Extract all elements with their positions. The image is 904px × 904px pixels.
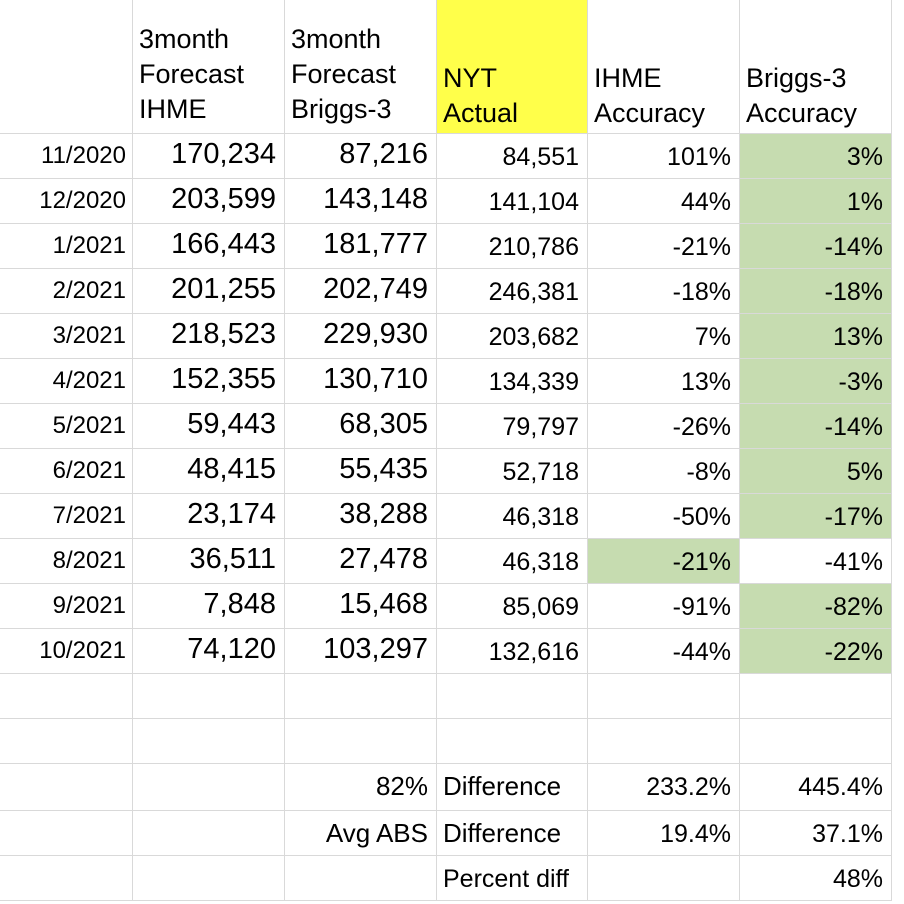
ihme-forecast-cell[interactable]: 48,415 (133, 449, 285, 494)
summary-percent-diff-row (0, 856, 892, 901)
briggs-accuracy-cell[interactable]: 5% (740, 449, 892, 494)
ihme-accuracy-cell[interactable]: 7% (588, 314, 740, 359)
header-line: 3month (139, 24, 230, 54)
nyt-actual-cell[interactable]: 79,797 (437, 404, 588, 449)
header-line: Forecast (291, 59, 397, 89)
summary-briggs-cell[interactable]: 48% (740, 856, 892, 901)
header-briggs-accuracy[interactable] (740, 0, 892, 134)
table-row (0, 404, 892, 449)
date-cell[interactable]: 4/2021 (0, 359, 133, 404)
empty-cell[interactable] (437, 719, 588, 764)
header-line: IHME (139, 94, 207, 124)
nyt-actual-cell[interactable]: 85,069 (437, 584, 588, 629)
briggs-forecast-cell[interactable]: 55,435 (285, 449, 437, 494)
table-row (0, 224, 892, 269)
ihme-forecast-cell[interactable]: 203,599 (133, 179, 285, 224)
table-row (0, 269, 892, 314)
header-nyt-actual[interactable] (437, 0, 588, 134)
ihme-accuracy-cell[interactable]: -91% (588, 584, 740, 629)
ihme-forecast-cell[interactable]: 23,174 (133, 494, 285, 539)
nyt-actual-cell[interactable]: 52,718 (437, 449, 588, 494)
ihme-accuracy-cell[interactable]: -44% (588, 629, 740, 674)
date-cell[interactable]: 3/2021 (0, 314, 133, 359)
ihme-accuracy-cell[interactable]: 13% (588, 359, 740, 404)
ihme-accuracy-cell[interactable]: 101% (588, 134, 740, 179)
empty-cell[interactable] (133, 674, 285, 719)
ihme-forecast-cell[interactable]: 7,848 (133, 584, 285, 629)
nyt-actual-cell[interactable]: 46,318 (437, 494, 588, 539)
empty-cell[interactable] (588, 674, 740, 719)
briggs-accuracy-cell[interactable]: 13% (740, 314, 892, 359)
table-row (0, 584, 892, 629)
date-cell[interactable]: 11/2020 (0, 134, 133, 179)
header-line: Accuracy (746, 98, 858, 128)
table-row (0, 629, 892, 674)
header-line: Accuracy (594, 98, 706, 128)
date-cell[interactable]: 12/2020 (0, 179, 133, 224)
empty-cell[interactable] (133, 811, 285, 856)
briggs-accuracy-cell[interactable]: -22% (740, 629, 892, 674)
empty-cell[interactable] (588, 719, 740, 764)
empty-cell[interactable] (0, 764, 133, 811)
briggs-forecast-cell[interactable]: 130,710 (285, 359, 437, 404)
summary-pct-cell[interactable]: 82% (285, 764, 437, 811)
summary-label-cell[interactable]: Difference (437, 811, 588, 856)
summary-label-left-cell[interactable]: Avg ABS (285, 811, 437, 856)
header-line: 3month (291, 24, 382, 54)
ihme-forecast-cell[interactable]: 36,511 (133, 539, 285, 584)
nyt-actual-cell[interactable]: 210,786 (437, 224, 588, 269)
briggs-forecast-cell[interactable]: 202,749 (285, 269, 437, 314)
date-cell[interactable]: 5/2021 (0, 404, 133, 449)
ihme-forecast-cell[interactable]: 74,120 (133, 629, 285, 674)
ihme-accuracy-cell[interactable]: -26% (588, 404, 740, 449)
summary-avg-abs-row (0, 811, 892, 856)
briggs-accuracy-cell[interactable]: -18% (740, 269, 892, 314)
briggs-accuracy-cell[interactable]: -14% (740, 404, 892, 449)
briggs-forecast-cell[interactable]: 15,468 (285, 584, 437, 629)
briggs-accuracy-cell[interactable]: 3% (740, 134, 892, 179)
briggs-forecast-cell[interactable]: 229,930 (285, 314, 437, 359)
empty-cell[interactable] (133, 764, 285, 811)
ihme-forecast-cell[interactable]: 170,234 (133, 134, 285, 179)
ihme-accuracy-cell[interactable]: -21% (588, 539, 740, 584)
briggs-accuracy-cell[interactable]: -14% (740, 224, 892, 269)
empty-cell[interactable] (740, 674, 892, 719)
summary-briggs-cell[interactable]: 445.4% (740, 764, 892, 811)
empty-cell[interactable] (0, 719, 133, 764)
ihme-accuracy-cell[interactable]: 44% (588, 179, 740, 224)
summary-briggs-cell[interactable]: 37.1% (740, 811, 892, 856)
briggs-accuracy-cell[interactable]: -3% (740, 359, 892, 404)
empty-cell[interactable] (0, 856, 133, 901)
header-briggs-forecast[interactable] (285, 0, 437, 134)
nyt-actual-cell[interactable]: 46,318 (437, 539, 588, 584)
empty-cell[interactable] (133, 856, 285, 901)
table-row (0, 134, 892, 179)
header-corner-cell[interactable] (0, 0, 133, 134)
briggs-accuracy-cell[interactable]: 1% (740, 179, 892, 224)
empty-cell[interactable] (285, 719, 437, 764)
header-line: Briggs-3 (746, 63, 847, 93)
ihme-forecast-cell[interactable]: 59,443 (133, 404, 285, 449)
summary-label-cell[interactable]: Difference (437, 764, 588, 811)
nyt-actual-cell[interactable]: 134,339 (437, 359, 588, 404)
date-cell[interactable]: 1/2021 (0, 224, 133, 269)
header-ihme-accuracy[interactable] (588, 0, 740, 134)
ihme-accuracy-cell[interactable]: -21% (588, 224, 740, 269)
header-line: Briggs-3 (291, 94, 392, 124)
nyt-actual-cell[interactable]: 141,104 (437, 179, 588, 224)
header-line: Forecast (139, 59, 245, 89)
ihme-accuracy-cell[interactable]: -18% (588, 269, 740, 314)
date-cell[interactable]: 8/2021 (0, 539, 133, 584)
briggs-accuracy-cell[interactable]: -41% (740, 539, 892, 584)
empty-cell[interactable] (588, 856, 740, 901)
ihme-accuracy-cell[interactable]: -8% (588, 449, 740, 494)
table-row (0, 449, 892, 494)
table-row (0, 179, 892, 224)
ihme-forecast-cell[interactable]: 201,255 (133, 269, 285, 314)
header-ihme-forecast[interactable] (133, 0, 285, 134)
date-cell[interactable]: 9/2021 (0, 584, 133, 629)
briggs-forecast-cell[interactable]: 38,288 (285, 494, 437, 539)
table-row (0, 494, 892, 539)
summary-ihme-cell[interactable]: 233.2% (588, 764, 740, 811)
ihme-forecast-cell[interactable]: 152,355 (133, 359, 285, 404)
briggs-accuracy-cell[interactable]: -82% (740, 584, 892, 629)
briggs-forecast-cell[interactable]: 87,216 (285, 134, 437, 179)
empty-cell[interactable] (133, 719, 285, 764)
ihme-forecast-cell[interactable]: 218,523 (133, 314, 285, 359)
nyt-actual-cell[interactable]: 203,682 (437, 314, 588, 359)
briggs-forecast-cell[interactable]: 103,297 (285, 629, 437, 674)
empty-cell[interactable] (740, 719, 892, 764)
ihme-accuracy-cell[interactable]: -50% (588, 494, 740, 539)
summary-label-cell[interactable]: Percent diff (437, 856, 588, 901)
briggs-forecast-cell[interactable]: 143,148 (285, 179, 437, 224)
table-row (0, 539, 892, 584)
empty-cell[interactable] (0, 674, 133, 719)
empty-cell[interactable] (437, 674, 588, 719)
ihme-forecast-cell[interactable]: 166,443 (133, 224, 285, 269)
empty-cell[interactable] (0, 811, 133, 856)
empty-cell[interactable] (285, 674, 437, 719)
briggs-accuracy-cell[interactable]: -17% (740, 494, 892, 539)
empty-row (0, 674, 892, 719)
empty-cell[interactable] (285, 856, 437, 901)
empty-row (0, 719, 892, 764)
date-cell[interactable]: 6/2021 (0, 449, 133, 494)
header-line: Actual (443, 98, 519, 128)
table-row (0, 359, 892, 404)
table-row (0, 314, 892, 359)
nyt-actual-cell[interactable]: 84,551 (437, 134, 588, 179)
briggs-forecast-cell[interactable]: 68,305 (285, 404, 437, 449)
date-cell[interactable]: 7/2021 (0, 494, 133, 539)
briggs-forecast-cell[interactable]: 181,777 (285, 224, 437, 269)
date-cell[interactable]: 2/2021 (0, 269, 133, 314)
date-cell[interactable]: 10/2021 (0, 629, 133, 674)
summary-ihme-cell[interactable]: 19.4% (588, 811, 740, 856)
briggs-forecast-cell[interactable]: 27,478 (285, 539, 437, 584)
nyt-actual-cell[interactable]: 246,381 (437, 269, 588, 314)
summary-difference-row (0, 764, 892, 811)
header-line: IHME (594, 63, 662, 93)
header-row (0, 0, 892, 134)
header-line: NYT (443, 63, 497, 93)
nyt-actual-cell[interactable]: 132,616 (437, 629, 588, 674)
